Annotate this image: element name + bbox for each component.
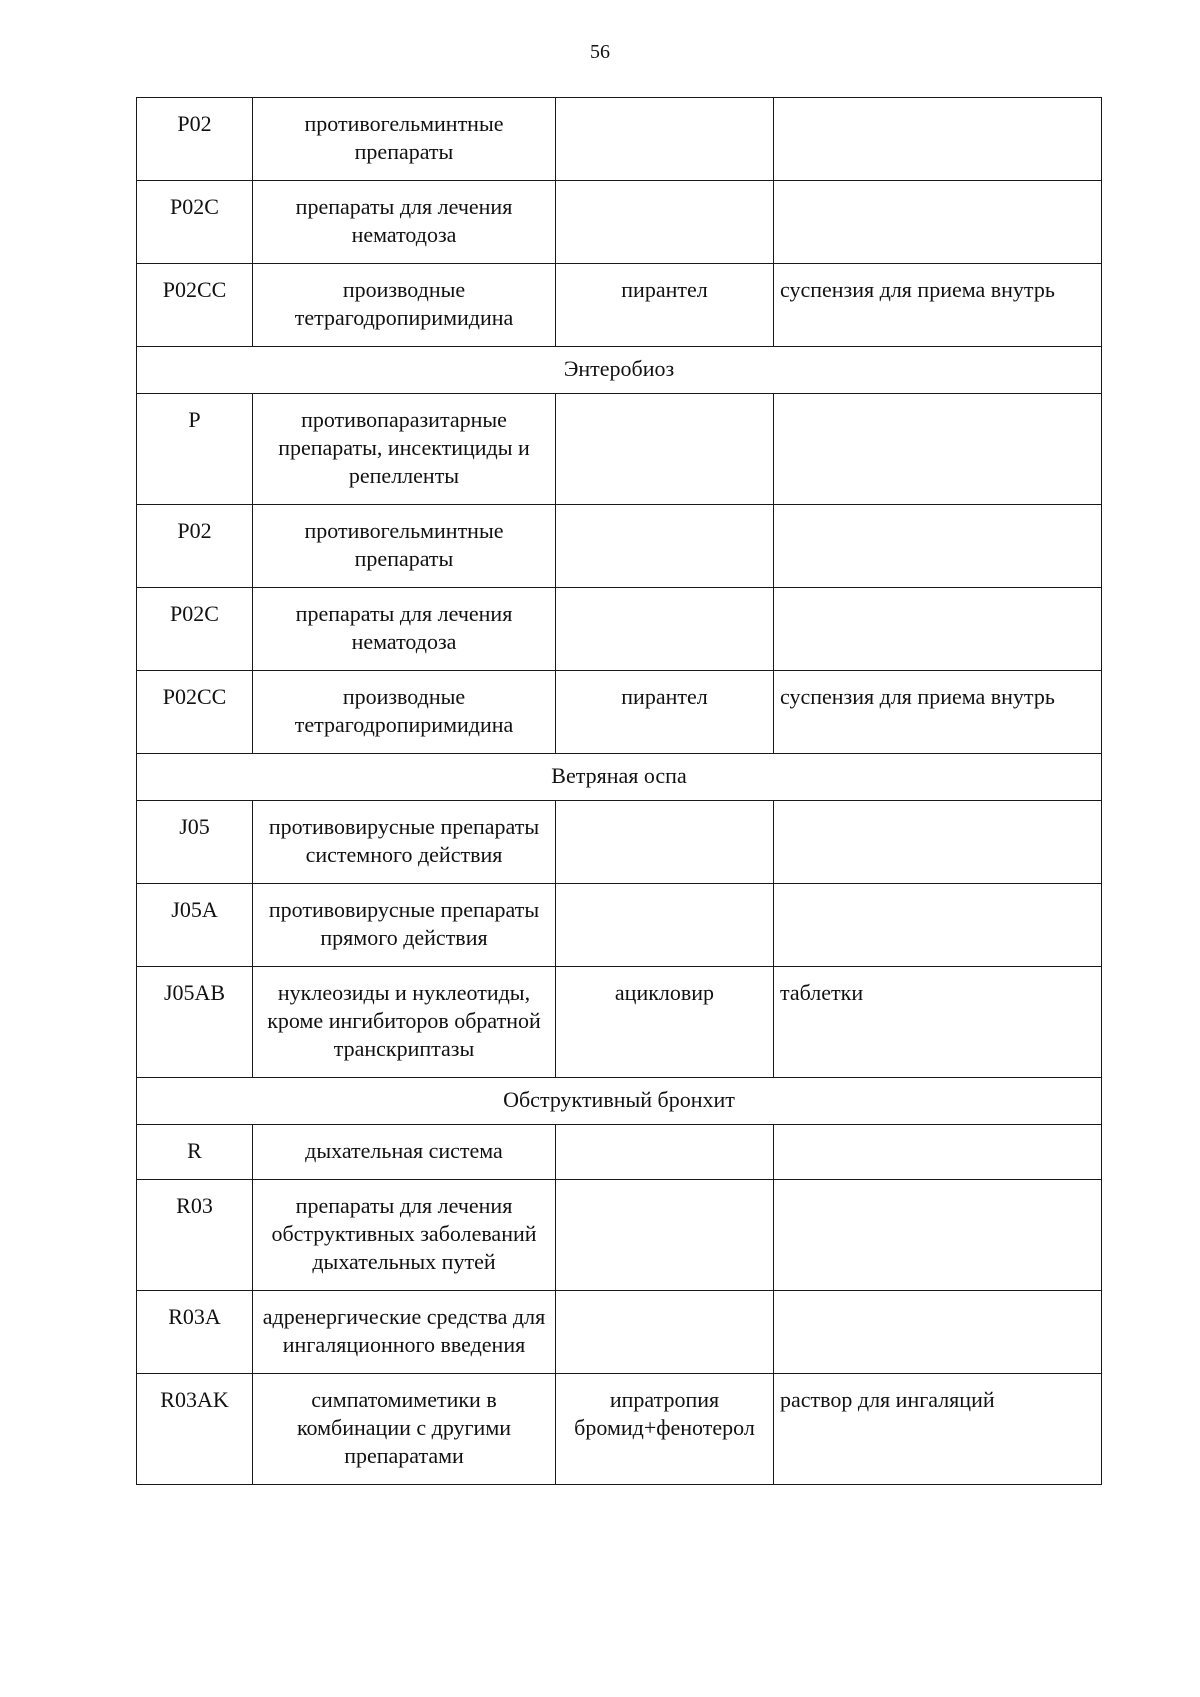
- table-row: [137, 967, 1102, 1078]
- drug-name-cell: [556, 801, 774, 884]
- table-row: [137, 1291, 1102, 1374]
- table-row: [137, 588, 1102, 671]
- dosage-form-cell: раствор для ингаляций: [774, 1374, 1102, 1485]
- drug-name-cell: [556, 1180, 774, 1291]
- atc-code-cell: R03AK: [137, 1374, 253, 1485]
- drug-group-cell: производные тетрагодропиримидина: [253, 671, 556, 754]
- drug-group-cell: противопаразитарные препараты, инсектициды и репелленты: [253, 394, 556, 505]
- atc-code-cell: P: [137, 394, 253, 505]
- atc-code-cell: J05: [137, 801, 253, 884]
- drug-group-cell: противогельминтные препараты: [253, 505, 556, 588]
- drug-name-cell: [556, 1125, 774, 1180]
- table-row: [137, 1180, 1102, 1291]
- drug-name-cell: [556, 588, 774, 671]
- drug-name-cell: [556, 884, 774, 967]
- table-row: [137, 505, 1102, 588]
- table-row: [137, 98, 1102, 181]
- dosage-form-cell: [774, 394, 1102, 505]
- table-row: [137, 801, 1102, 884]
- dosage-form-cell: [774, 98, 1102, 181]
- table-row: [137, 671, 1102, 754]
- dosage-form-cell: [774, 588, 1102, 671]
- drug-group-cell: адренергические средства для ингаляционного введения: [253, 1291, 556, 1374]
- section-title: Ветряная оспа: [137, 754, 1102, 801]
- drug-group-cell: противовирусные препараты прямого действия: [253, 884, 556, 967]
- dosage-form-cell: [774, 181, 1102, 264]
- drug-table-body: [137, 98, 1102, 1485]
- drug-name-cell: пирантел: [556, 671, 774, 754]
- drug-name-cell: ипратропия бромид+фенотерол: [556, 1374, 774, 1485]
- dosage-form-cell: [774, 1180, 1102, 1291]
- page-number: 56: [590, 41, 610, 63]
- dosage-form-cell: суспензия для приема внутрь: [774, 671, 1102, 754]
- dosage-form-cell: [774, 505, 1102, 588]
- dosage-form-cell: суспензия для приема внутрь: [774, 264, 1102, 347]
- table-row: [137, 1125, 1102, 1180]
- atc-code-cell: J05A: [137, 884, 253, 967]
- dosage-form-cell: таблетки: [774, 967, 1102, 1078]
- drug-name-cell: [556, 181, 774, 264]
- drug-name-cell: ацикловир: [556, 967, 774, 1078]
- table-row: [137, 264, 1102, 347]
- drug-group-cell: препараты для лечения нематодоза: [253, 588, 556, 671]
- section-row: [137, 754, 1102, 801]
- atc-code-cell: P02C: [137, 588, 253, 671]
- dosage-form-cell: [774, 1291, 1102, 1374]
- drug-group-cell: производные тетрагодропиримидина: [253, 264, 556, 347]
- drug-group-cell: препараты для лечения обструктивных заболеваний дыхательных путей: [253, 1180, 556, 1291]
- dosage-form-cell: [774, 1125, 1102, 1180]
- atc-code-cell: J05AB: [137, 967, 253, 1078]
- drug-table: [136, 97, 1102, 1485]
- drug-name-cell: [556, 505, 774, 588]
- atc-code-cell: P02: [137, 98, 253, 181]
- dosage-form-cell: [774, 801, 1102, 884]
- section-title: Энтеробиоз: [137, 347, 1102, 394]
- atc-code-cell: P02: [137, 505, 253, 588]
- atc-code-cell: R03A: [137, 1291, 253, 1374]
- drug-group-cell: нуклеозиды и нуклеотиды, кроме ингибиторов обратной транскриптазы: [253, 967, 556, 1078]
- drug-group-cell: препараты для лечения нематодоза: [253, 181, 556, 264]
- drug-name-cell: [556, 98, 774, 181]
- drug-name-cell: [556, 1291, 774, 1374]
- drug-group-cell: противовирусные препараты системного действия: [253, 801, 556, 884]
- atc-code-cell: P02CC: [137, 671, 253, 754]
- table-row: [137, 394, 1102, 505]
- atc-code-cell: P02CC: [137, 264, 253, 347]
- drug-group-cell: дыхательная система: [253, 1125, 556, 1180]
- drug-group-cell: противогельминтные препараты: [253, 98, 556, 181]
- atc-code-cell: R03: [137, 1180, 253, 1291]
- atc-code-cell: P02C: [137, 181, 253, 264]
- section-row: [137, 347, 1102, 394]
- dosage-form-cell: [774, 884, 1102, 967]
- table-row: [137, 1374, 1102, 1485]
- drug-name-cell: [556, 394, 774, 505]
- section-title: Обструктивный бронхит: [137, 1078, 1102, 1125]
- drug-group-cell: симпатомиметики в комбинации с другими препаратами: [253, 1374, 556, 1485]
- drug-name-cell: пирантел: [556, 264, 774, 347]
- section-row: [137, 1078, 1102, 1125]
- table-row: [137, 884, 1102, 967]
- table-row: [137, 181, 1102, 264]
- atc-code-cell: R: [137, 1125, 253, 1180]
